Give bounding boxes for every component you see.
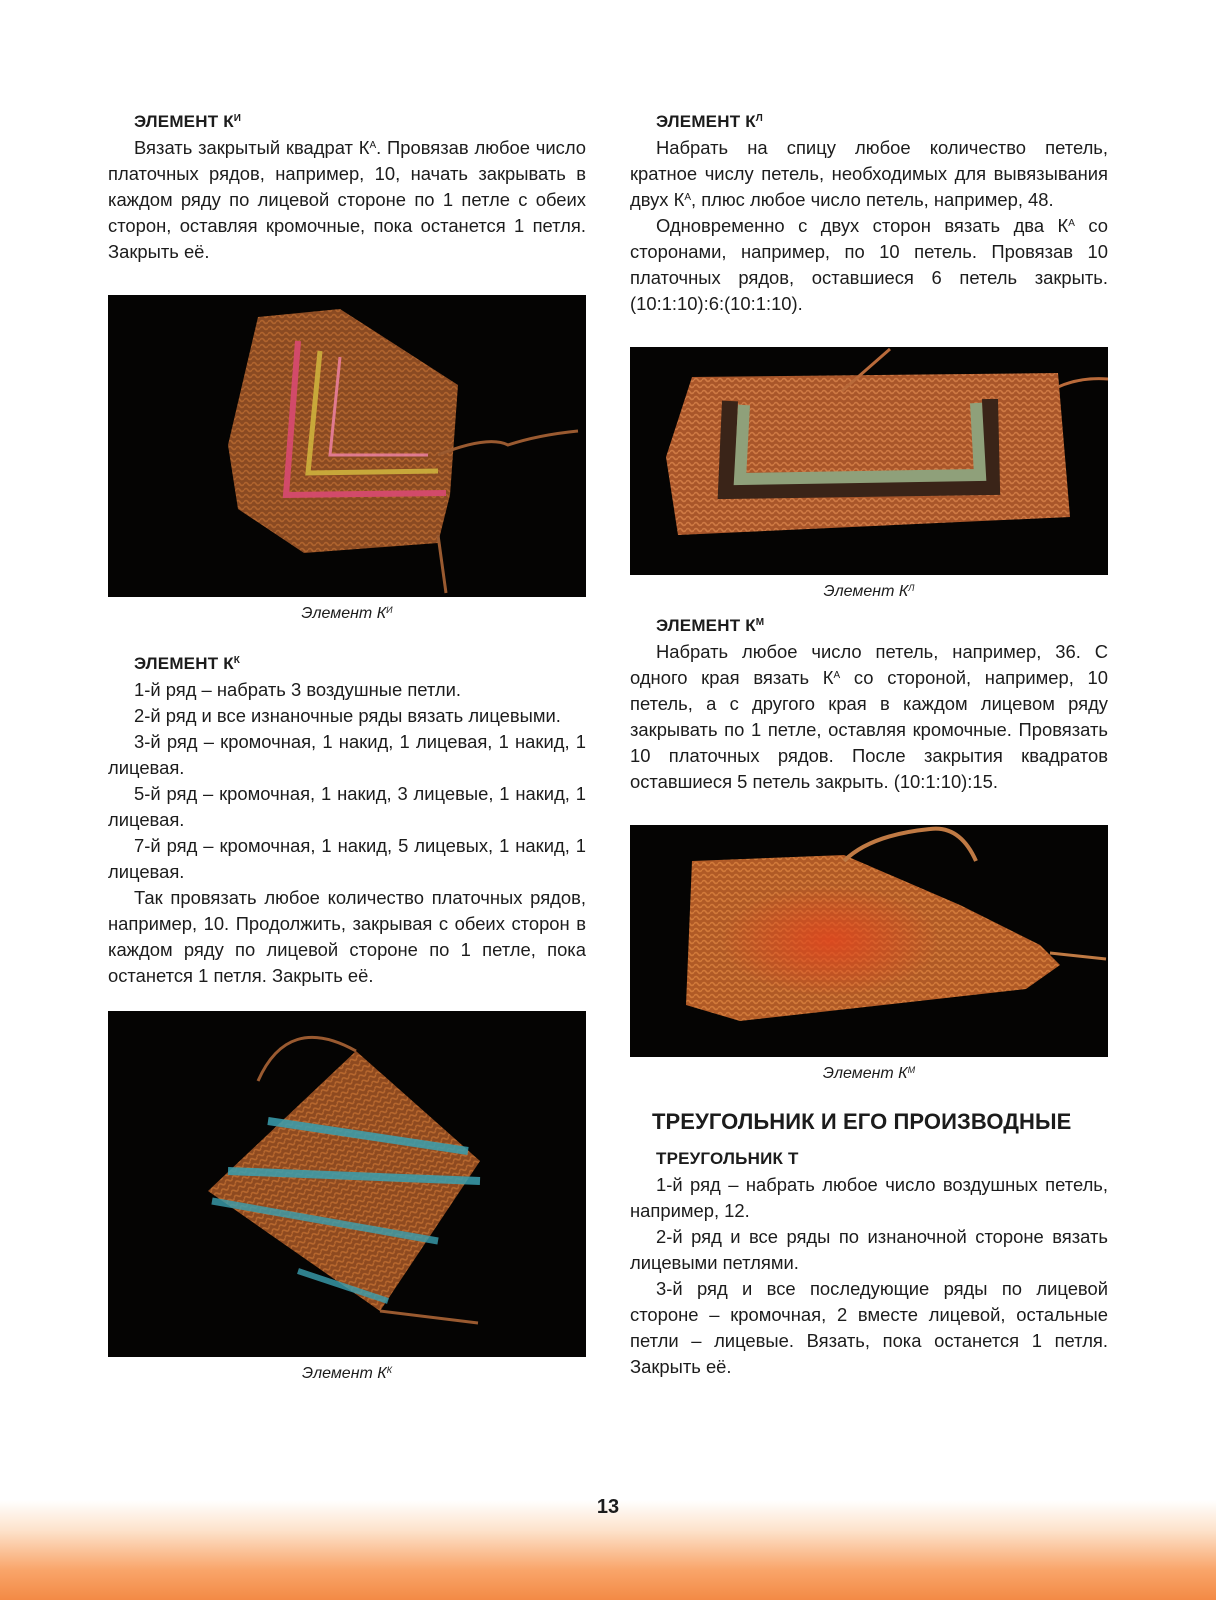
paragraph-kl-2: Одновременно с двух сторон вязать два $К^А$ со сторонами, например, по 10 петель. Провязав 10 платочных рядов, оставшиеся 6 петель закрыть. (10:1:10):6:(10:1:10). (630, 215, 1108, 314)
caption-element-km: Элемент $К^М$ (822, 1065, 916, 1082)
right-column (630, 112, 1108, 1380)
paragraph-kk-6: Так провязать любое количество платочных рядов, например, 10. Продолжить, закрывая с обеих сторон в каждом ряду по лицевой стороне по 1 петле, пока останется 1 петля. Закрыть её. (108, 887, 586, 986)
paragraph-kk-5: 7-й ряд – кромочная, 1 накид, 5 лицевых, 1 накид, 1 лицевая. (108, 835, 586, 882)
knitted-swatch-km-image (630, 825, 1108, 1057)
photo-element-kk (108, 1011, 586, 1357)
caption-element-kk: Элемент $К^К$ (301, 1365, 393, 1382)
paragraph-kk-3: 3-й ряд – кромочная, 1 накид, 1 лицевая, 1 накид, 1 лицевая. (108, 731, 586, 778)
paragraph-kl-1: Набрать на спицу любое количество петель, кратное числу петель, необходимых для вывязывания двух $К^А$, плюс любое число петель, например, 48. (630, 137, 1108, 210)
knitted-swatch-kl-image (630, 347, 1108, 575)
paragraph-t-2: 2-й ряд и все ряды по изнаночной стороне вязать лицевыми петлями. (630, 1226, 1108, 1273)
heading-element-kl: ЭЛЕМЕНТ $К^Л$ (656, 112, 763, 131)
paragraph-ki: Вязать закрытый квадрат $К^А$. Провязав любое число платочных рядов, например, 10, начать закрывать в каждом ряду по лицевой стороне по 1 петле с обеих сторон, оставляя кромочные, пока останется 1 петля. Закрыть её. (108, 137, 586, 262)
left-column (108, 112, 586, 1383)
caption-element-ki: Элемент $К^И$ (301, 605, 393, 622)
paragraph-t-1: 1-й ряд – набрать любое число воздушных петель, например, 12. (630, 1174, 1108, 1221)
paragraph-km-1: Набрать любое число петель, например, 36. С одного края вязать $К^А$ со стороной, например, 10 петель, а с другого края в каждом лицевом ряду закрывать по 1 петле, оставляя кромочные. Провязать 10 платочных рядов. После закрытия квадратов оставшиеся 5 петель закрыть. (10:1:10):15. (630, 641, 1108, 792)
photo-element-ki (108, 295, 586, 597)
photo-element-km (630, 825, 1108, 1057)
paragraph-kk-1: 1-й ряд – набрать 3 воздушные петли. (134, 679, 462, 700)
page-number: 13 (596, 1496, 620, 1518)
paragraph-t-3: 3-й ряд и все последующие ряды по лицевой стороне – кромочная, 2 вместе лицевой, остальные петли – лицевые. Вязать, пока останется 1 петля. Закрыть её. (630, 1278, 1108, 1377)
caption-element-kl: Элемент $К^Л$ (823, 583, 915, 600)
heading-element-ki: ЭЛЕМЕНТ $К^И$ (134, 112, 242, 131)
heading-element-kk: ЭЛЕМЕНТ $К^К$ (134, 654, 241, 673)
paragraph-kk-4: 5-й ряд – кромочная, 1 накид, 3 лицевые, 1 накид, 1 лицевая. (108, 783, 586, 830)
knitted-swatch-ki-image (108, 295, 586, 597)
heading-triangle-t: ТРЕУГОЛЬНИК Т (656, 1149, 799, 1168)
paragraph-kk-2: 2-й ряд и все изнаночные ряды вязать лицевыми. (134, 705, 561, 726)
heading-element-km: ЭЛЕМЕНТ $К^М$ (656, 616, 765, 635)
section-title-triangle: ТРЕУГОЛЬНИК И ЕГО ПРОИЗВОДНЫЕ (652, 1109, 1072, 1134)
knitted-swatch-kk-image (108, 1011, 586, 1357)
photo-element-kl (630, 347, 1108, 575)
